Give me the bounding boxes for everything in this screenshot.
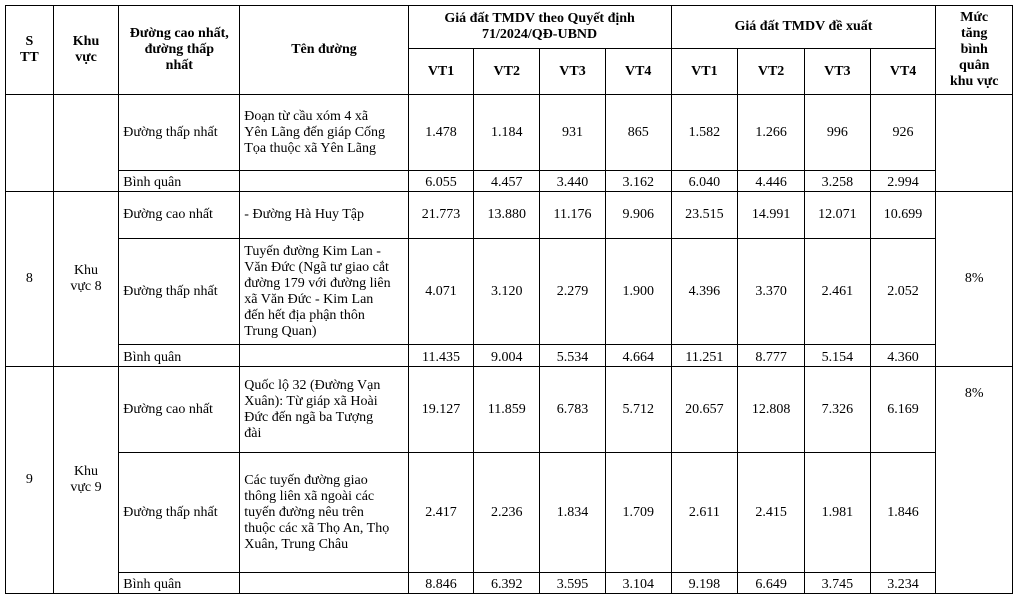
avg-value: 3.745	[804, 573, 870, 594]
header-vt2: VT2	[474, 49, 540, 95]
value-cell: 865	[605, 95, 671, 171]
value-cell: 2.279	[540, 239, 606, 345]
value-cell: 9.906	[605, 192, 671, 239]
increase-cell: 8%	[936, 192, 1013, 367]
value-cell: 12.071	[804, 192, 870, 239]
table-row	[6, 367, 1013, 453]
value-cell: 1.582	[671, 95, 738, 171]
value-cell: 1.834	[540, 453, 606, 573]
header-vt4: VT4	[870, 49, 936, 95]
value-cell: 3.120	[474, 239, 540, 345]
land-price-table	[5, 5, 1013, 594]
value-cell: 2.611	[671, 453, 738, 573]
stt-cell: 8	[6, 192, 54, 367]
avg-value: 6.392	[474, 573, 540, 594]
avg-value: 4.446	[738, 171, 805, 192]
average-label: Bình quân	[119, 345, 240, 367]
table-row-average	[6, 345, 1013, 367]
average-label: Bình quân	[119, 573, 240, 594]
table-row-average	[6, 573, 1013, 594]
value-cell: 7.326	[804, 367, 870, 453]
value-cell: 13.880	[474, 192, 540, 239]
avg-value: 3.258	[804, 171, 870, 192]
value-cell: 4.396	[671, 239, 738, 345]
value-cell: 11.859	[474, 367, 540, 453]
header-vt4: VT4	[605, 49, 671, 95]
value-cell: 20.657	[671, 367, 738, 453]
increase-cell	[936, 367, 1013, 594]
area-cell: Khu vực 8	[53, 192, 119, 367]
value-cell: 4.071	[408, 239, 474, 345]
stt-cell	[6, 95, 54, 192]
header-vt3: VT3	[804, 49, 870, 95]
value-cell: 6.783	[540, 367, 606, 453]
value-cell: 1.981	[804, 453, 870, 573]
header-vt1: VT1	[671, 49, 738, 95]
avg-value: 9.004	[474, 345, 540, 367]
value-cell: 2.417	[408, 453, 474, 573]
value-cell: 2.236	[474, 453, 540, 573]
increase-cell	[936, 95, 1013, 192]
street-name: Các tuyến đường giao thông liên xã ngoài các tuyến đường nêu trên thuộc các xã Thọ An, Thọ Xuân, Trung Châu	[240, 453, 408, 573]
avg-value: 3.595	[540, 573, 606, 594]
avg-value: 5.154	[804, 345, 870, 367]
avg-value: 3.162	[605, 171, 671, 192]
street-name	[240, 345, 408, 367]
value-cell: 926	[870, 95, 936, 171]
avg-value: 3.234	[870, 573, 936, 594]
header-ten-duong: Tên đường	[240, 6, 408, 95]
avg-value: 6.055	[408, 171, 474, 192]
avg-value: 3.440	[540, 171, 606, 192]
road-type: Đường cao nhất	[119, 367, 240, 453]
header-row-1	[6, 6, 1013, 49]
street-name: Quốc lộ 32 (Đường Vạn Xuân): Từ giáp xã Hoài Đức đến ngã ba Tượng đài	[240, 367, 408, 453]
street-name: Đoạn từ cầu xóm 4 xã Yên Lãng đến giáp Cống Tọa thuộc xã Yên Lãng	[240, 95, 408, 171]
table-row	[6, 95, 1013, 171]
value-cell: 5.712	[605, 367, 671, 453]
road-type: Đường thấp nhất	[119, 239, 240, 345]
header-gia-qd: Giá đất TMDV theo Quyết định 71/2024/QĐ-UBND	[408, 6, 671, 49]
avg-value: 6.040	[671, 171, 738, 192]
value-cell: 1.184	[474, 95, 540, 171]
street-name	[240, 171, 408, 192]
value-cell: 12.808	[738, 367, 805, 453]
avg-value: 6.649	[738, 573, 805, 594]
avg-value: 3.104	[605, 573, 671, 594]
value-cell: 3.370	[738, 239, 805, 345]
header-vt2: VT2	[738, 49, 805, 95]
value-cell: 2.052	[870, 239, 936, 345]
avg-value: 5.534	[540, 345, 606, 367]
header-vt3: VT3	[540, 49, 606, 95]
avg-value: 11.251	[671, 345, 738, 367]
table-row-average	[6, 171, 1013, 192]
area-cell: Khu vực 9	[53, 367, 119, 594]
road-type: Đường thấp nhất	[119, 453, 240, 573]
value-cell: 21.773	[408, 192, 474, 239]
avg-value: 9.198	[671, 573, 738, 594]
road-type: Đường thấp nhất	[119, 95, 240, 171]
avg-value: 8.777	[738, 345, 805, 367]
value-cell: 23.515	[671, 192, 738, 239]
value-cell: 2.461	[804, 239, 870, 345]
header-khu-vuc: Khu vực	[53, 6, 119, 95]
value-cell: 10.699	[870, 192, 936, 239]
avg-value: 8.846	[408, 573, 474, 594]
value-cell: 11.176	[540, 192, 606, 239]
avg-value: 11.435	[408, 345, 474, 367]
road-type: Đường cao nhất	[119, 192, 240, 239]
header-vt1: VT1	[408, 49, 474, 95]
table-row	[6, 453, 1013, 573]
value-cell: 1.900	[605, 239, 671, 345]
avg-value: 4.457	[474, 171, 540, 192]
value-cell: 931	[540, 95, 606, 171]
value-cell: 14.991	[738, 192, 805, 239]
avg-value: 2.994	[870, 171, 936, 192]
area-cell	[53, 95, 119, 192]
header-duong-cao-thap: Đường cao nhất, đường thấp nhất	[119, 6, 240, 95]
street-name	[240, 573, 408, 594]
avg-value: 4.664	[605, 345, 671, 367]
average-label: Bình quân	[119, 171, 240, 192]
value-cell: 1.478	[408, 95, 474, 171]
value-cell: 2.415	[738, 453, 805, 573]
header-muc-tang: Mức tăng bình quân khu vực	[936, 6, 1013, 95]
increase-value: 8%	[964, 386, 984, 401]
street-name: - Đường Hà Huy Tập	[240, 192, 408, 239]
value-cell: 19.127	[408, 367, 474, 453]
header-gia-de-xuat: Giá đất TMDV đề xuất	[671, 6, 936, 49]
value-cell: 996	[804, 95, 870, 171]
value-cell: 1.846	[870, 453, 936, 573]
value-cell: 1.266	[738, 95, 805, 171]
value-cell: 1.709	[605, 453, 671, 573]
avg-value: 4.360	[870, 345, 936, 367]
stt-cell: 9	[6, 367, 54, 594]
header-stt: S TT	[6, 6, 54, 95]
value-cell: 6.169	[870, 367, 936, 453]
street-name: Tuyến đường Kim Lan - Văn Đức (Ngã tư giao cắt đường 179 với đường liên xã Văn Đức - Kim Lan đến hết địa phận thôn Trung Quan)	[240, 239, 408, 345]
table-row	[6, 239, 1013, 345]
table-row	[6, 192, 1013, 239]
